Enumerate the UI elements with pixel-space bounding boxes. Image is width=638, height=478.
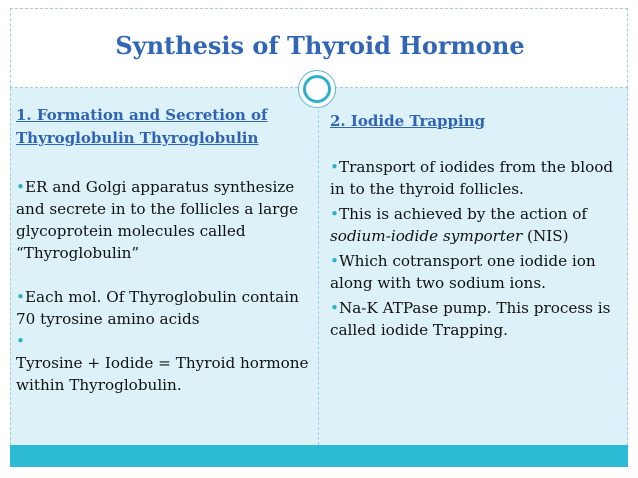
left-column — [16, 104, 312, 396]
bottom-accent-bar — [10, 445, 628, 467]
bullet-icon: • — [16, 178, 25, 196]
left-bullet-2 — [16, 286, 312, 330]
left-bullet-1 — [16, 176, 312, 264]
right-bullet-3 — [330, 250, 628, 294]
bullet-icon: • — [330, 299, 339, 317]
right-bullet-1 — [330, 156, 628, 200]
slide-title: Synthesis of Thyroid Hormone — [115, 31, 525, 60]
right-bullet-2 — [330, 203, 628, 247]
right-bullet-3-text: Which cotransport one iodide ion along with two sodium ions. — [330, 252, 596, 292]
left-bullet-1-text: ER and Golgi apparatus synthesize and secrete in to the follicles a large glycoprotein molecules called “Thyroglobulin” — [16, 178, 299, 262]
right-bullet-2-italic: sodium-iodide symporter — [330, 227, 523, 245]
right-bullet-2-prefix: This is achieved by the action of — [338, 205, 588, 223]
left-trailing-text: Tyrosine + Iodide = Thyroid hormone within Thyroglobulin. — [16, 354, 309, 394]
bullet-icon: • — [330, 158, 339, 176]
left-bullet-3 — [16, 330, 312, 352]
right-bullet-1-text: Transport of iodides from the blood in to the thyroid follicles. — [330, 158, 614, 198]
bullet-icon: • — [330, 252, 339, 270]
circle-ornament-inner — [303, 75, 331, 103]
circle-ornament-icon — [298, 70, 336, 108]
right-bullet-2-suffix: (NIS) — [522, 227, 569, 245]
bullet-icon: • — [16, 332, 25, 350]
right-heading-number: 2. — [330, 112, 346, 130]
right-heading — [330, 110, 628, 132]
bullet-icon: • — [16, 288, 25, 306]
right-bullet-4 — [330, 297, 628, 341]
left-bullet-2-text: Each mol. Of Thyroglobulin contain 70 tyrosine amino acids — [16, 288, 299, 328]
right-column — [330, 110, 628, 341]
right-bullet-4-text: Na-K ATPase pump. This process is called iodide Trapping. — [330, 299, 611, 339]
column-divider — [318, 90, 319, 445]
right-heading-text: Iodide Trapping — [350, 112, 486, 130]
bullet-icon: • — [330, 205, 339, 223]
left-heading: 1. Formation and Secretion of Thyroglobulin Thyroglobulin — [16, 106, 268, 147]
